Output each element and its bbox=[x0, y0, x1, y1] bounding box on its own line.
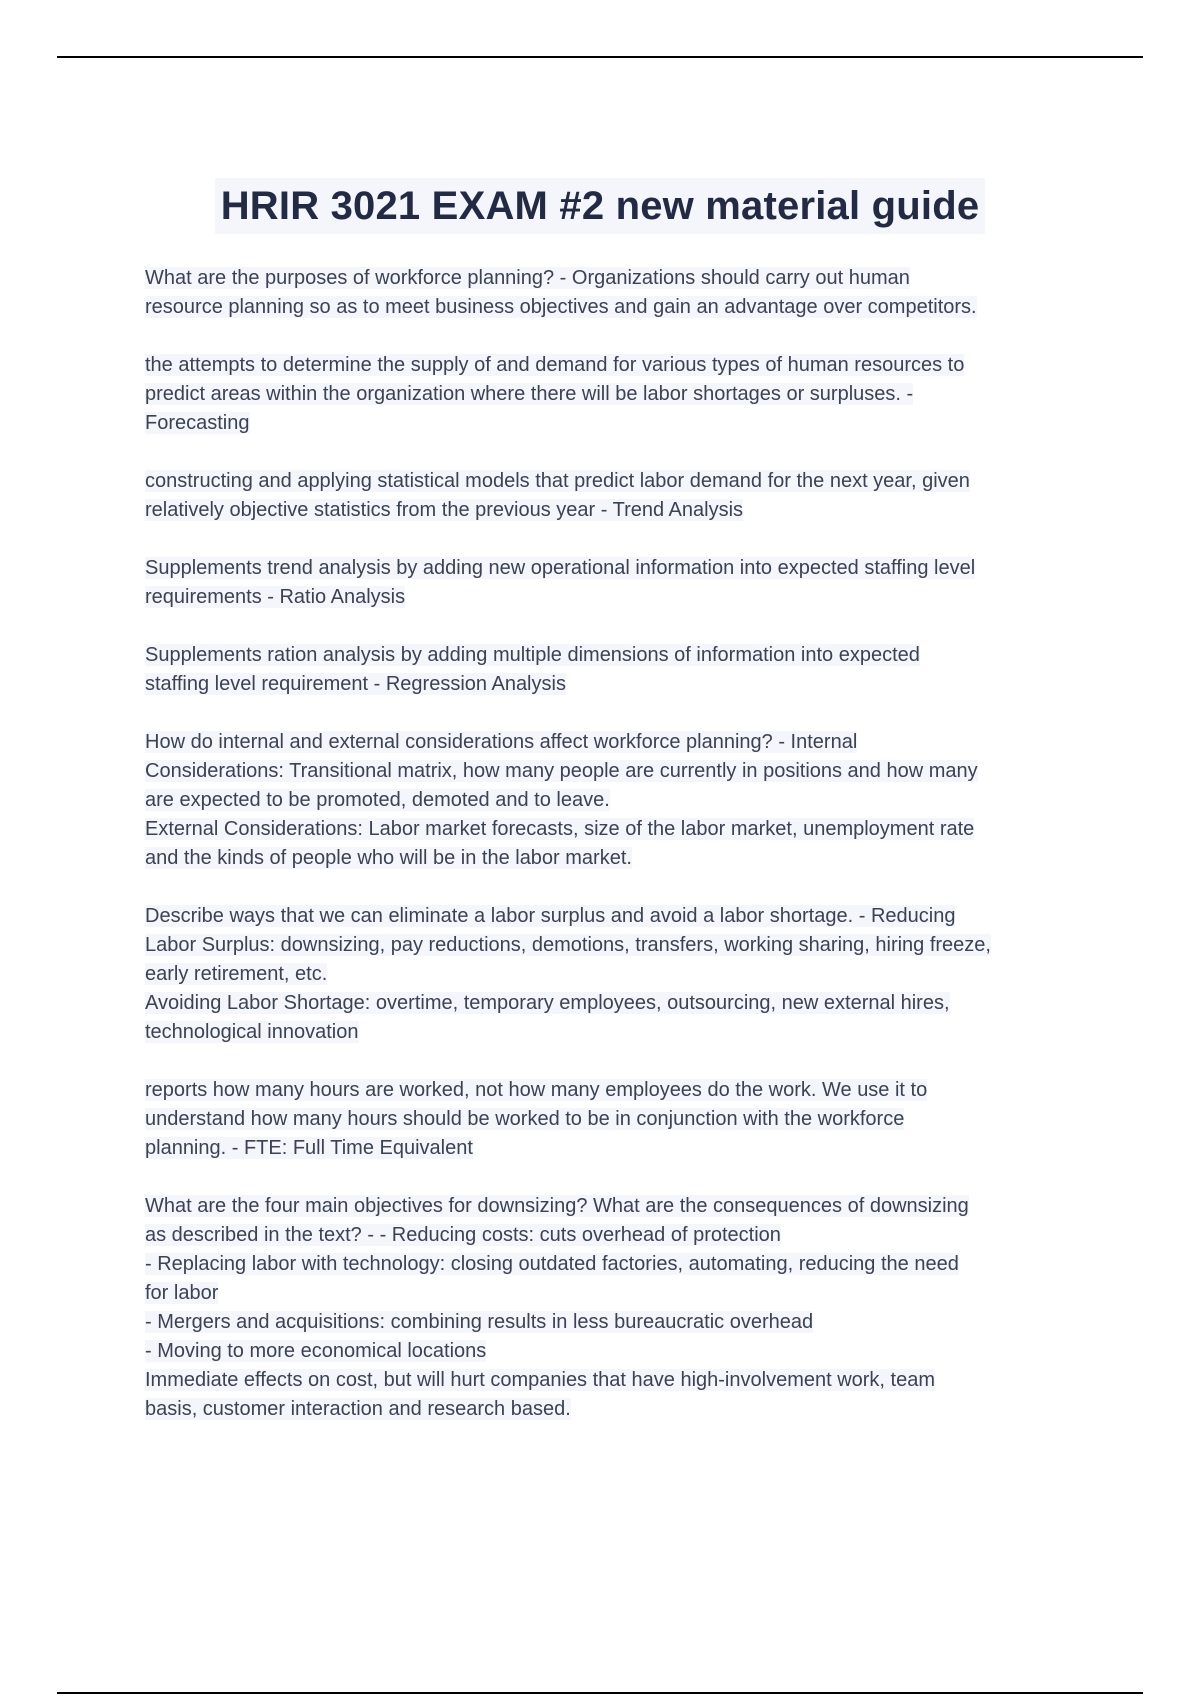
entry-line-text: Labor Surplus: downsizing, pay reductions, demotions, transfers, working sharing, hiring freeze, bbox=[145, 934, 991, 956]
entry-line bbox=[145, 380, 1090, 409]
study-entry bbox=[145, 467, 1090, 525]
entry-line-text: as described in the text? - - Reducing costs: cuts overhead of protection bbox=[145, 1224, 781, 1246]
entry-line-text: - Replacing labor with technology: closing outdated factories, automating, reducing the need bbox=[145, 1253, 959, 1275]
document-body bbox=[145, 264, 1090, 1453]
entry-line bbox=[145, 1018, 1090, 1047]
entry-line-text: relatively objective statistics from the previous year - Trend Analysis bbox=[145, 499, 744, 521]
entry-line bbox=[145, 1076, 1090, 1105]
entry-line-text: constructing and applying statistical models that predict labor demand for the next year, given bbox=[145, 470, 970, 492]
entry-line bbox=[145, 641, 1090, 670]
entry-line bbox=[145, 1192, 1090, 1221]
entry-line-text: Describe ways that we can eliminate a labor surplus and avoid a labor shortage. - Reducing bbox=[145, 905, 956, 927]
top-rule bbox=[57, 56, 1143, 58]
entry-line bbox=[145, 467, 1090, 496]
entry-line bbox=[145, 960, 1090, 989]
entry-line bbox=[145, 902, 1090, 931]
entry-line bbox=[145, 786, 1090, 815]
entry-line-text: reports how many hours are worked, not how many employees do the work. We use it to bbox=[145, 1079, 928, 1101]
entry-line-text: Forecasting bbox=[145, 412, 250, 434]
entry-line bbox=[145, 1279, 1090, 1308]
entry-line-text: basis, customer interaction and research based. bbox=[145, 1398, 571, 1420]
entry-line-text: How do internal and external considerations affect workforce planning? - Internal bbox=[145, 731, 858, 753]
entry-line bbox=[145, 931, 1090, 960]
study-entry bbox=[145, 902, 1090, 1047]
entry-line bbox=[145, 1250, 1090, 1279]
entry-line bbox=[145, 264, 1090, 293]
entry-line-text: early retirement, etc. bbox=[145, 963, 328, 985]
entry-line-text: What are the four main objectives for downsizing? What are the consequences of downsizing bbox=[145, 1195, 969, 1217]
entry-line bbox=[145, 1337, 1090, 1366]
study-entry bbox=[145, 1076, 1090, 1163]
entry-line-text: staffing level requirement - Regression Analysis bbox=[145, 673, 566, 695]
entry-line bbox=[145, 844, 1090, 873]
entry-line-text: understand how many hours should be worked to be in conjunction with the workforce bbox=[145, 1108, 905, 1130]
bottom-rule bbox=[57, 1692, 1143, 1694]
entry-line-text: predict areas within the organization where there will be labor shortages or surpluses. - bbox=[145, 383, 914, 405]
entry-line-text: for labor bbox=[145, 1282, 219, 1304]
entry-line bbox=[145, 554, 1090, 583]
entry-line bbox=[145, 1366, 1090, 1395]
study-entry bbox=[145, 1192, 1090, 1424]
entry-line bbox=[145, 583, 1090, 612]
study-entry bbox=[145, 641, 1090, 699]
entry-line-text: - Mergers and acquisitions: combining results in less bureaucratic overhead bbox=[145, 1311, 814, 1333]
study-entry bbox=[145, 728, 1090, 873]
entry-line bbox=[145, 409, 1090, 438]
entry-line-text: requirements - Ratio Analysis bbox=[145, 586, 406, 608]
entry-line bbox=[145, 989, 1090, 1018]
entry-line-text: External Considerations: Labor market forecasts, size of the labor market, unemployment rate bbox=[145, 818, 975, 840]
entry-line bbox=[145, 1308, 1090, 1337]
entry-line-text: - Moving to more economical locations bbox=[145, 1340, 487, 1362]
entry-line bbox=[145, 1395, 1090, 1424]
entry-line-text: Avoiding Labor Shortage: overtime, temporary employees, outsourcing, new external hires, bbox=[145, 992, 950, 1014]
entry-line bbox=[145, 496, 1090, 525]
entry-line bbox=[145, 1105, 1090, 1134]
entry-line bbox=[145, 1134, 1090, 1163]
entry-line-text: Supplements ration analysis by adding multiple dimensions of information into expected bbox=[145, 644, 920, 666]
entry-line-text: planning. - FTE: Full Time Equivalent bbox=[145, 1137, 473, 1159]
entry-line bbox=[145, 351, 1090, 380]
entry-line bbox=[145, 670, 1090, 699]
entry-line-text: and the kinds of people who will be in the labor market. bbox=[145, 847, 632, 869]
page-title bbox=[0, 178, 1200, 234]
study-entry bbox=[145, 554, 1090, 612]
entry-line-text: technological innovation bbox=[145, 1021, 359, 1043]
entry-line bbox=[145, 1221, 1090, 1250]
entry-line bbox=[145, 815, 1090, 844]
entry-line-text: Considerations: Transitional matrix, how many people are currently in positions and how many bbox=[145, 760, 978, 782]
page-title-text: HRIR 3021 EXAM #2 new material guide bbox=[215, 178, 986, 234]
entry-line bbox=[145, 293, 1090, 322]
entry-line-text: the attempts to determine the supply of and demand for various types of human resources to bbox=[145, 354, 965, 376]
study-entry bbox=[145, 264, 1090, 322]
entry-line-text: are expected to be promoted, demoted and to leave. bbox=[145, 789, 610, 811]
entry-line-text: Immediate effects on cost, but will hurt companies that have high-involvement work, team bbox=[145, 1369, 936, 1391]
entry-line-text: resource planning so as to meet business objectives and gain an advantage over competitors. bbox=[145, 296, 977, 318]
entry-line bbox=[145, 728, 1090, 757]
study-entry bbox=[145, 351, 1090, 438]
entry-line-text: Supplements trend analysis by adding new operational information into expected staffing level bbox=[145, 557, 976, 579]
entry-line-text: What are the purposes of workforce planning? - Organizations should carry out human bbox=[145, 267, 910, 289]
entry-line bbox=[145, 757, 1090, 786]
